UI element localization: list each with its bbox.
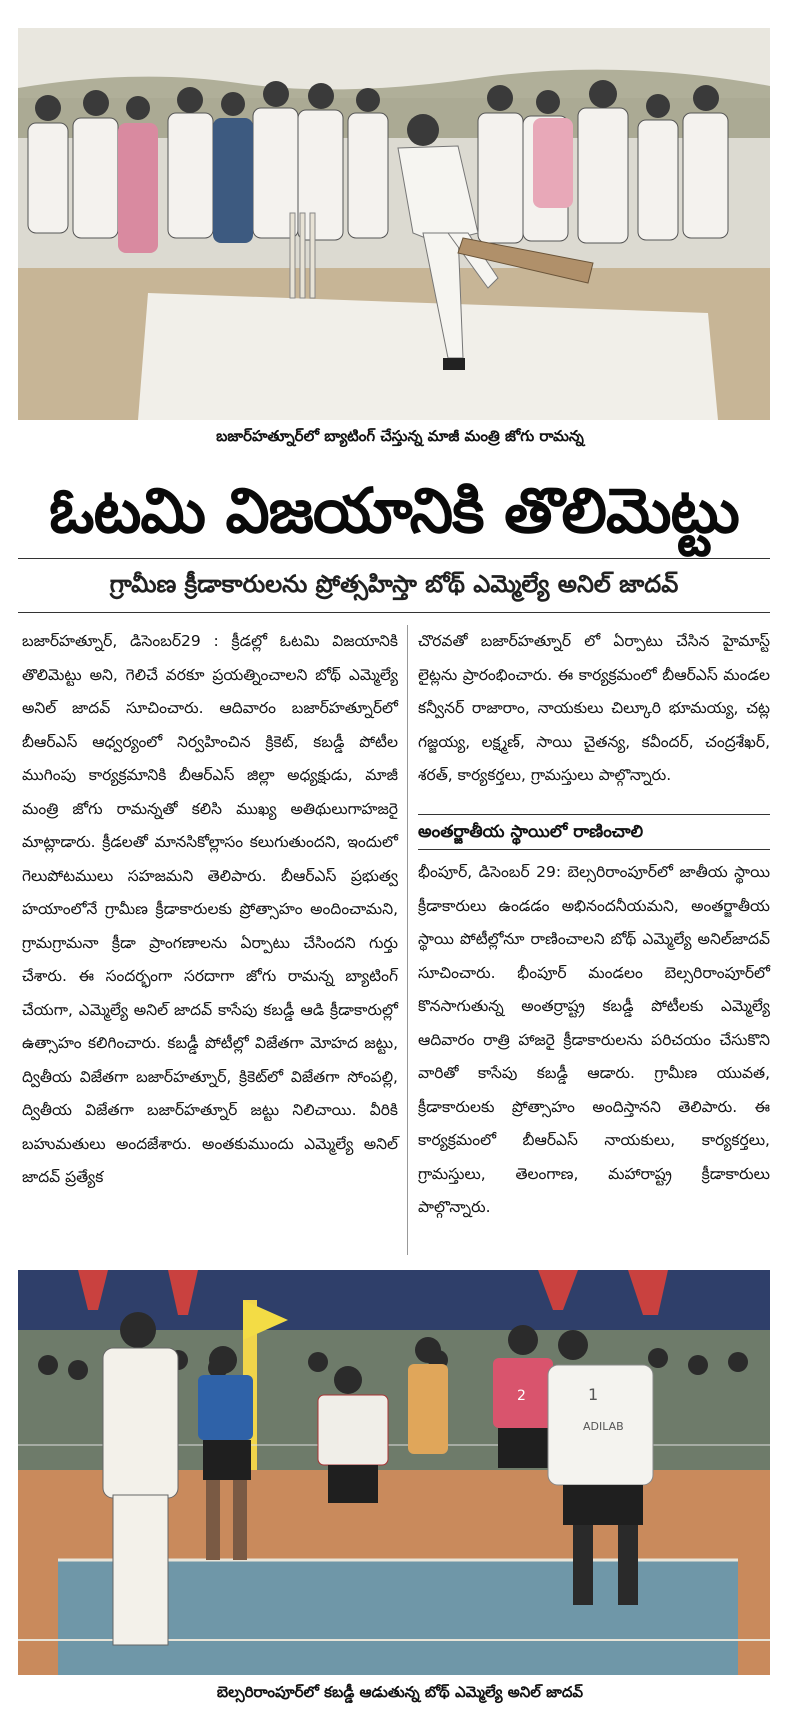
- article-column-right: [418, 625, 770, 793]
- column-divider: [407, 625, 408, 1255]
- photo-kabaddi-match: [18, 1270, 770, 1675]
- jersey-number-1: 1: [588, 1385, 599, 1404]
- headline: ఓటమి విజయానికి తొలిమెట్టు: [49, 474, 739, 547]
- article-body-left: బజార్‌హత్నూర్, డిసెంబర్29 : క్రీడల్లో ఓటమి విజయానికి తొలిమెట్టు అని, గెలిచే వరకూ ప్రయత్నించాలని బోథ్ ఎమ్మెల్యే అనిల్ జాదవ్ సూచించారు. ఆదివారం బజార్‌హత్నూర్‌లో బీఆర్ఎస్ ఆధ్వర్యంలో నిర్వహించిన క్రికెట్, కబడ్డీ పోటీల ముగింపు కార్యక్రమానికి బీఆర్ఎస్ జిల్లా అధ్యక్షుడు, మాజీ మంత్రి జోగు రామన్నతో కలిసి ముఖ్య అతిథులుగాహజరై మాట్లాడారు. క్రీడలతో మానసికోల్లాసం కలుగుతుందని, ఇందులో గెలుపోటములు సహజమని తెలిపారు. బీఆర్ఎస్ ప్రభుత్వ హయాంలోనే గ్రామీణ క్రీడాకారులకు ప్రోత్సాహం అందించామని, గ్రామగ్రామనా క్రీడా ప్రాంగణాలను ఏర్పాటు చేసిందని గుర్తు చేశారు. ఈ సందర్భంగా సరదాగా జోగు రామన్న బ్యాటింగ్ చేయగా, ఎమ్మెల్యే అనిల్ జాదవ్ కాసేపు కబడ్డీ ఆడి క్రీడాకారుల్లో ఉత్సాహం కలిగించారు. కబడ్డీ పోటీల్లో విజేతగా మోహద జట్టు, ద్వితీయ విజేతగా బజార్‌హత్నూర్, క్రికెట్‌లో విజేతగా సోంపల్లి, ద్వితీయ విజేతగా బజార్‌హత్నూర్ జట్టు నిలిచాయి. వీరికి బహుమతులు అందజేశారు. అంతకుముందు ఎమ్మెల్యే అనిల్ జాదవ్ ప్రత్యేక: [22, 632, 398, 1186]
- article-body-right-1: చొరవతో బజార్‌హత్నూర్ లో ఏర్పాటు చేసిన హైమాస్ట్ లైట్లను ప్రారంభించారు. ఈ కార్యక్రమంలో బీఆర్ఎస్ మండల కన్వీనర్ రాజారాం, నాయకులు చిల్కూరి భూమయ్య, చట్ల గజ్జయ్య, లక్ష్మణ్, సాయి చైతన్య, కవీందర్, చంద్రశేఖర్, శరత్, కార్యకర్తలు, గ్రామస్తులు పాల్గొన్నారు.: [418, 632, 770, 784]
- section-subheading: అంతర్జాతీయ స్థాయిలో రాణించాలి: [418, 814, 770, 850]
- photo-cricket-batting: [18, 28, 770, 420]
- article-column-right-lower: [418, 856, 770, 1225]
- subheadline: గ్రామీణ క్రీడాకారులను ప్రోత్సహిస్తా బోథ్ ఎమ్మెల్యే అనిల్ జాదవ్: [109, 570, 679, 598]
- photo-caption-top: బజార్‌హత్నూర్‌లో బ్యాటింగ్ చేస్తున్న మాజీ మంత్రి జోగు రామన్న: [216, 427, 584, 445]
- cricket-photo-illustration: [18, 28, 770, 420]
- jersey-text: ADILAB: [583, 1420, 624, 1433]
- photo-caption-bottom: బెల్సరిరాంపూర్‌లో కబడ్డీ ఆడుతున్న బోథ్ ఎమ్మెల్యే అనిల్ జాదవ్: [216, 1683, 584, 1701]
- kabaddi-photo-illustration: [18, 1270, 770, 1675]
- headline-divider: [18, 558, 770, 559]
- subheadline-divider: [18, 612, 770, 613]
- article-column-left: [22, 625, 398, 1195]
- article-body-right-2: భీంపూర్, డిసెంబర్ 29: బెల్సరిరాంపూర్‌లో జాతీయ స్థాయి క్రీడాకారులు ఉండడం అభినందనీయమని, అంతర్జాతీయ స్థాయి పోటీల్లోనూ రాణించాలని బోథ్ ఎమ్మెల్యే అనిల్‌జాదవ్ సూచించారు. భీంపూర్ మండలం బెల్సరిరాంపూర్‌లో కొనసాగుతున్న అంతర్రాష్ట్ర కబడ్డీ పోటీలకు ఎమ్మెల్యే ఆదివారం రాత్రి హాజరై క్రీడాకారులను పరిచయం చేసుకొని వారితో కాసేపు కబడ్డీ ఆడారు. గ్రామీణ యువత, క్రీడాకారులకు ప్రోత్సాహం అందిస్తానని తెలిపారు. ఈ కార్యక్రమంలో బీఆర్ఎస్ నాయకులు, కార్యకర్తలు, గ్రామస్తులు, తెలంగాణ, మహారాష్ట్ర క్రీడాకారులు పాల్గొన్నారు.: [418, 863, 770, 1216]
- jersey-number-2: 2: [517, 1388, 526, 1404]
